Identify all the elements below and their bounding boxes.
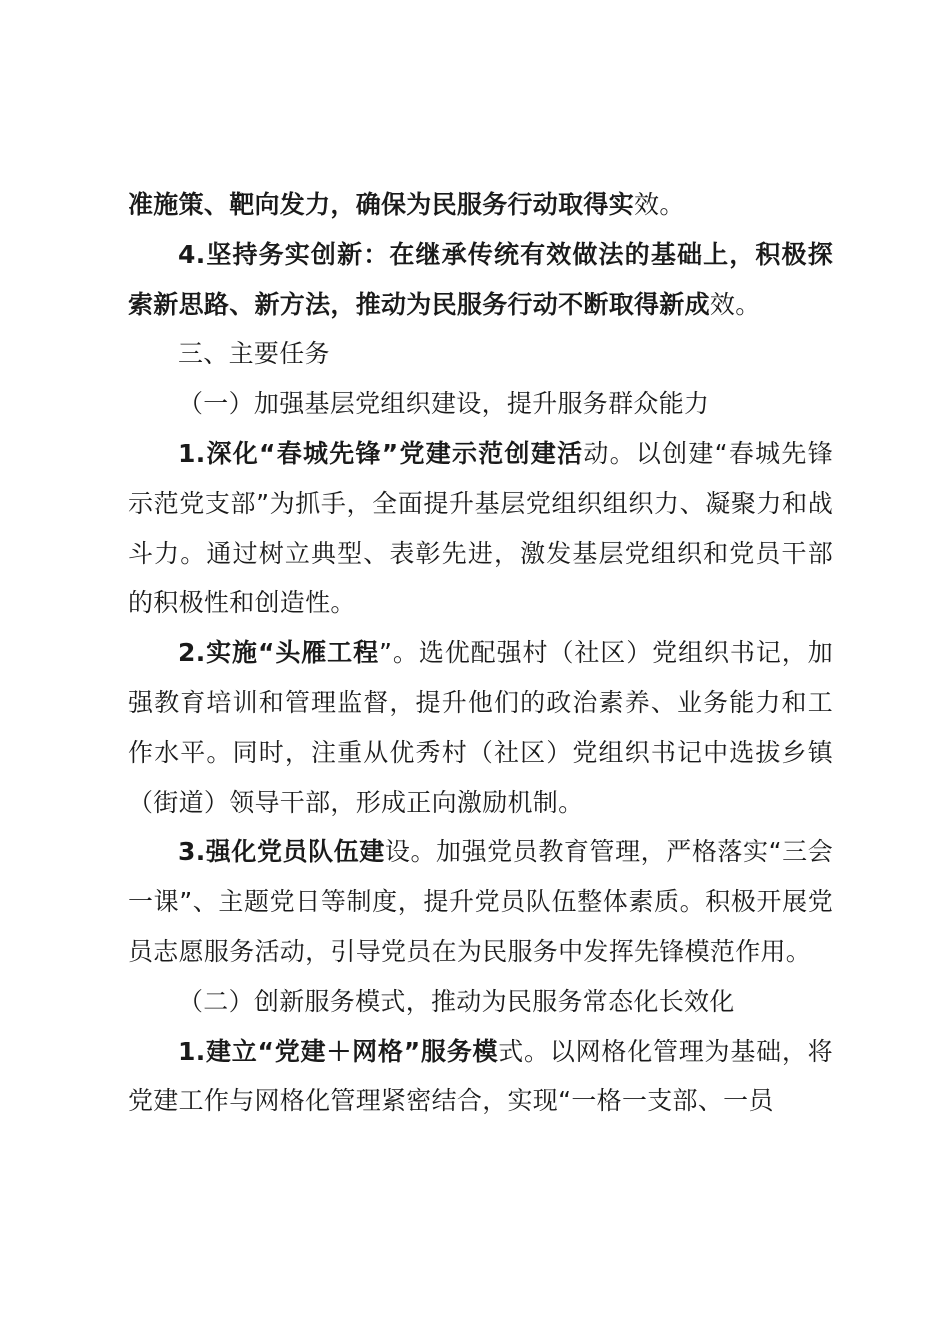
document-body (128, 180, 833, 1126)
subsection-heading (128, 977, 833, 1027)
paragraph-bold-text: 1.深化“春城先锋”党建示范创建活 (178, 438, 584, 468)
section-heading (128, 329, 833, 379)
paragraph-text: 设。加强党员教育管理，严格落实“三会一课”、主题党日等制度，提升党员队伍整体素质。积极开展党员志愿服务活动，引导党员在为民服务中发挥先锋模范作用。 (128, 837, 834, 966)
paragraph-mode-1 (128, 1027, 833, 1127)
subsection-heading-text: （二）创新服务模式，推动为民服务常态化长效化 (178, 986, 735, 1016)
paragraph-text: 式。以网格化管理为基础，将党建工作与网格化管理紧密结合，实现“一格一支部、一员 (128, 1036, 833, 1116)
paragraph-principle-4 (128, 230, 833, 330)
paragraph-bold-text: 3.强化党员队伍建 (178, 837, 385, 867)
paragraph-text: 效。 (709, 289, 761, 319)
subsection-heading (128, 379, 833, 429)
paragraph-bold-text: 1.建立“党建＋网格”服务模 (178, 1036, 499, 1066)
paragraph-task-1 (128, 429, 833, 628)
paragraph-continuation (128, 180, 833, 230)
paragraph-text: ”。选优配强村（社区）党组织书记，加强教育培训和管理监督，提升他们的政治素养、业务能力和工作水平。同时，注重从优秀村（社区）党组织书记中选拔乡镇（街道）领导干部，形成正向激励机制。 (128, 638, 833, 817)
subsection-heading-text: （一）加强基层党组织建设，提升服务群众能力 (178, 389, 710, 419)
paragraph-bold-text: 准施策、靶向发力，确保为民服务行动取得实 (128, 190, 635, 219)
paragraph-task-2 (128, 628, 833, 827)
paragraph-bold-text: 2.实施“头雁工程 (178, 638, 380, 668)
paragraph-text: 动。以创建“春城先锋示范党支部”为抓手，全面提升基层党组织组织力、凝聚力和战斗力。通过树立典型、表彰先进，激发基层党组织和党员干部的积极性和创造性。 (128, 438, 834, 618)
paragraph-text: 效。 (634, 190, 685, 219)
paragraph-task-3 (128, 827, 833, 976)
section-heading-text: 三、主要任务 (178, 339, 330, 369)
paragraph-bold-text: 4.坚持务实创新：在继承传统有效做法的基础上，积极探索新思路、新方法，推动为民服务行动不断取得新成 (128, 239, 833, 319)
